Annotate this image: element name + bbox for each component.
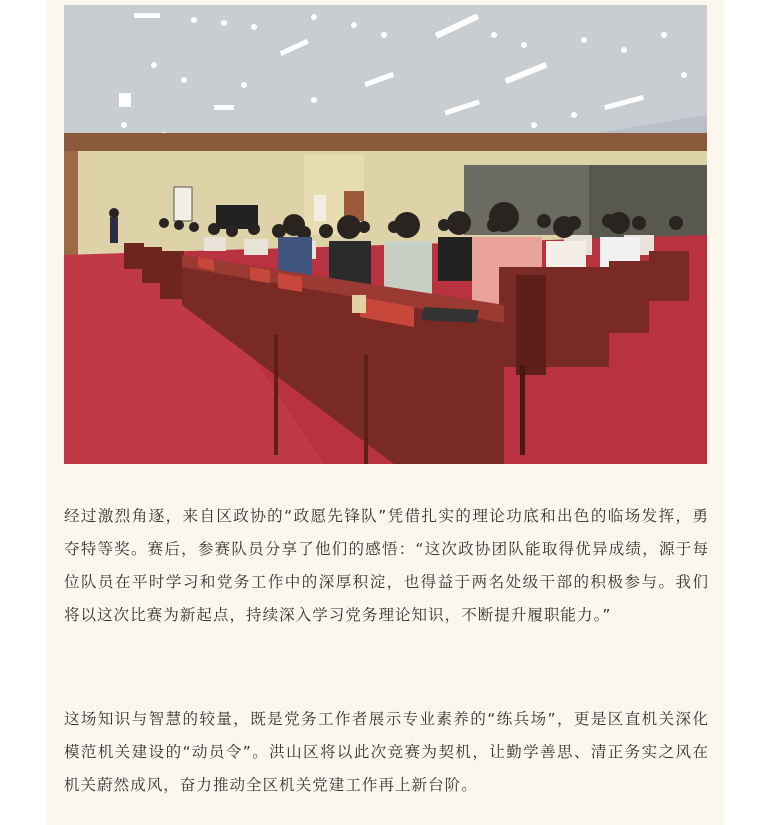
article-paragraph: 经过激烈角逐，来自区政协的“政愿先锋队”凭借扎实的理论功底和出色的临场发挥，勇夺特等奖。赛后，参赛队员分享了他们的感悟：“这次政协团队能取得优异成绩，源于每位队员在平时学习和党务工作中的深厚积淀，也得益于两名处级干部的积极参与。我们将以这次比赛为新起点，持续深入学习党务理论知识，不断提升履职能力。” — [64, 507, 709, 624]
article-paragraph: 这场知识与智慧的较量，既是党务工作者展示专业素养的“练兵场”，更是区直机关深化模范机关建设的“动员令”。洪山区将以此次竞赛为契机，让勤学善思、清正务实之风在机关蔚然成风，奋力推动全区机关党建工作再上新台阶。 — [64, 710, 709, 794]
meeting-hall-photo — [64, 5, 707, 464]
